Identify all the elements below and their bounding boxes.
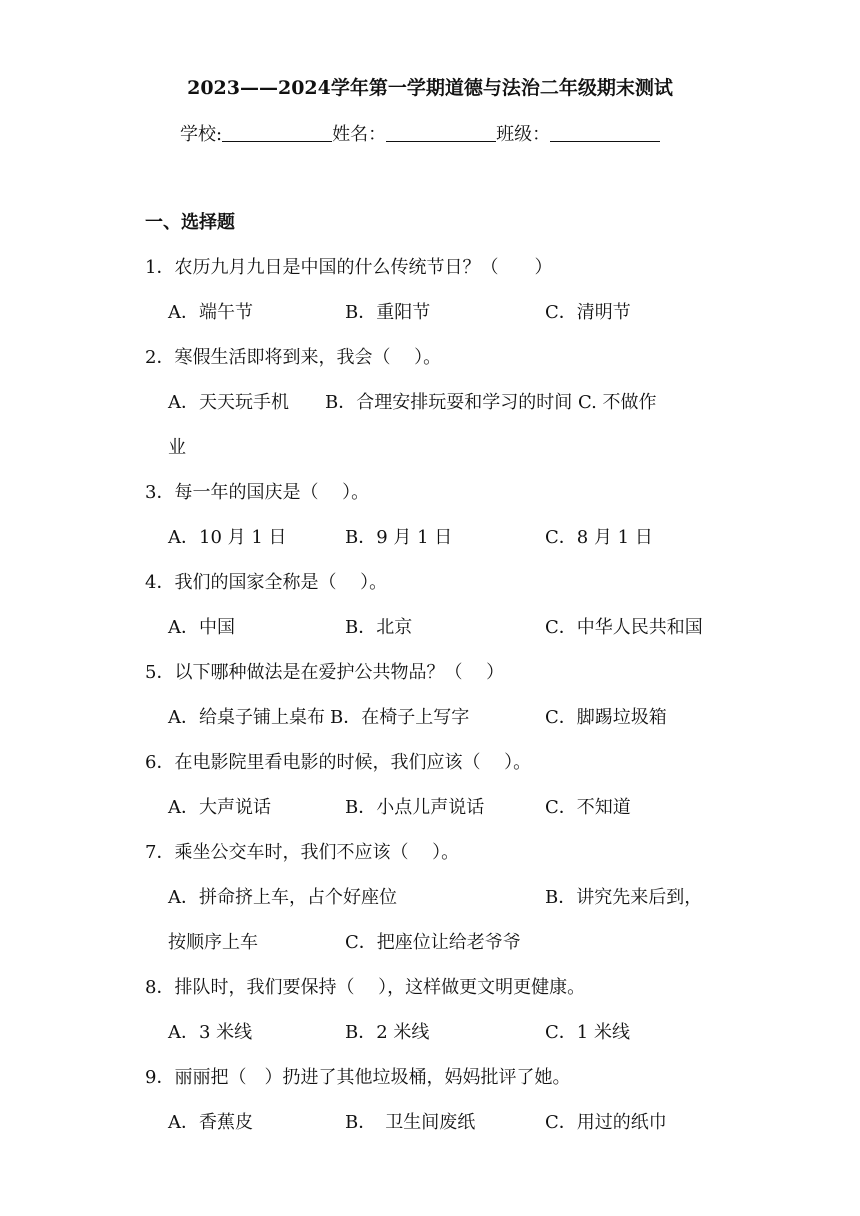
question-1-option-c: C．清明节 [545,302,631,323]
student-info-row [180,121,660,149]
question-5-option-b: B．在椅子上写字 [330,707,470,728]
question-7-option-b-continued: 按顺序上车 [168,932,258,953]
question-3-stem: 3．每一年的国庆是（ ）。 [145,482,370,503]
school-label: 学校: [180,124,223,145]
question-2-stem: 2．寒假生活即将到来，我会（ ）。 [145,347,442,368]
question-8-stem: 8．排队时，我们要保持（ ），这样做更文明更健康。 [145,977,586,998]
question-4-stem: 4．我们的国家全称是（ ）。 [145,572,388,593]
question-3-option-c: C．8 月 1 日 [545,527,653,548]
question-5-option-a: A．给桌子铺上桌布 [168,707,325,728]
question-7-option-a: A．拼命挤上车，占个好座位 [168,887,397,908]
question-8-option-b: B．2 米线 [345,1022,430,1043]
question-4-option-b: B．北京 [345,617,413,638]
question-1-option-b: B．重阳节 [345,302,431,323]
question-9-option-c: C．用过的纸巾 [545,1112,667,1133]
question-1-stem: 1．农历九月九日是中国的什么传统节日？（ ） [145,257,553,278]
section-title: 一、选择题 [145,212,235,233]
question-6-option-a: A．大声说话 [168,797,271,818]
question-1-option-a: A．端午节 [168,302,253,323]
name-blank[interactable] [386,121,496,142]
question-6-option-c: C．不知道 [545,797,631,818]
question-6-option-b: B．小点儿声说话 [345,797,485,818]
question-3-option-a: A．10 月 1 日 [168,527,287,548]
question-8-option-c: C．1 米线 [545,1022,630,1043]
question-6-stem: 6．在电影院里看电影的时候，我们应该（ ）。 [145,752,532,773]
question-2-options-line2: 业 [168,437,186,458]
question-9-option-b: B． 卫生间废纸 [345,1112,476,1133]
question-7-option-b: B．讲究先来后到， [545,887,703,908]
question-9-stem: 9．丽丽把（ ）扔进了其他垃圾桶，妈妈批评了她。 [145,1067,571,1088]
question-5-stem: 5．以下哪种做法是在爱护公共物品？（ ） [145,662,505,683]
question-2-options-line1: A．天天玩手机 B．合理安排玩耍和学习的时间 C. 不做作 [168,392,657,413]
exam-title: 2023——2024学年第一学期道德与法治二年级期末测试 [187,77,673,99]
class-blank[interactable] [550,121,660,142]
name-label: 姓名： [332,124,387,145]
class-label: 班级： [496,124,551,145]
question-7-stem: 7．乘坐公交车时，我们不应该（ ）。 [145,842,460,863]
question-5-option-c: C．脚踢垃圾箱 [545,707,667,728]
question-8-option-a: A．3 米线 [168,1022,253,1043]
question-7-option-c: C．把座位让给老爷爷 [345,932,521,953]
question-3-option-b: B．9 月 1 日 [345,527,453,548]
question-4-option-c: C．中华人民共和国 [545,617,703,638]
school-blank[interactable] [222,121,332,142]
question-9-option-a: A．香蕉皮 [168,1112,253,1133]
question-4-option-a: A．中国 [168,617,235,638]
